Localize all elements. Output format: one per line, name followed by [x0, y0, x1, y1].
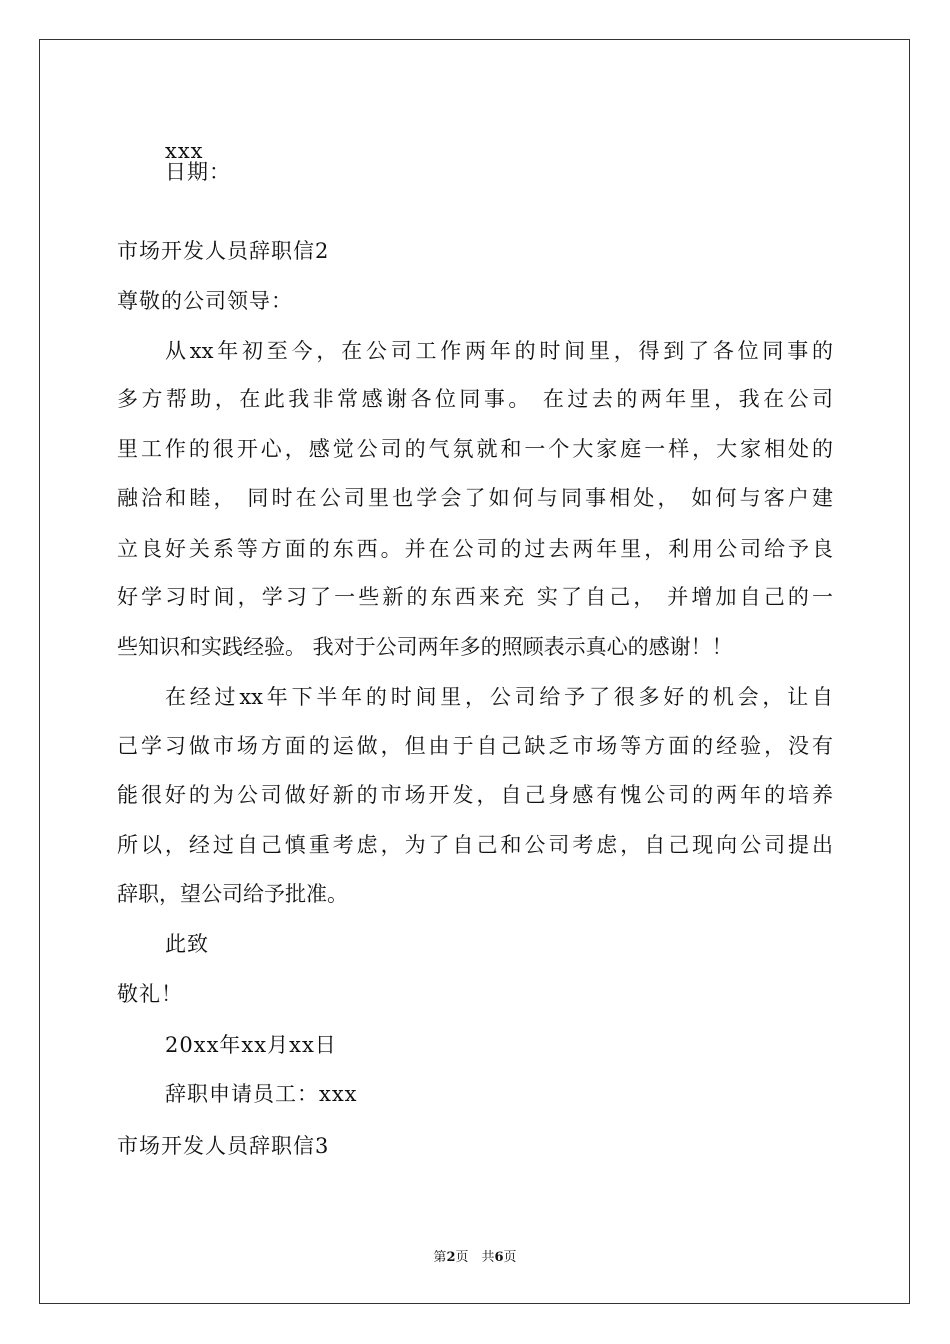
- paragraph-line: 己学习做市场方面的运做，但由于自己缺乏市场等方面的经验，没有: [117, 734, 833, 758]
- letter-date: 20xx年xx月xx日: [165, 1033, 337, 1057]
- paragraph-line: 立良好关系等方面的东西。并在公司的过去两年里，利用公司给予良: [117, 537, 833, 561]
- footer-suffix: 页: [503, 1250, 517, 1265]
- paragraph-line: 里工作的很开心，感觉公司的气氛就和一个大家庭一样，大家相处的: [117, 437, 833, 461]
- signer-name: xxx: [165, 139, 204, 163]
- closing-regards: 敬礼！: [117, 982, 183, 1006]
- paragraph-line: 能很好的为公司做好新的市场开发，自己身感有愧公司的两年的培养: [117, 783, 833, 807]
- paragraph-line: 融洽和睦， 同时在公司里也学会了如何与同事相处， 如何与客户建: [117, 486, 833, 510]
- paragraph-line: 多方帮助，在此我非常感谢各位同事。 在过去的两年里，我在公司: [117, 387, 833, 411]
- letter-title: 市场开发人员辞职信2: [117, 239, 330, 263]
- signature: 辞职申请员工：xxx: [165, 1082, 358, 1106]
- paragraph-line: 好学习时间，学习了一些新的东西来充 实了自己， 并增加自己的一: [117, 585, 833, 609]
- page-border: [39, 39, 910, 1304]
- paragraph-line: 在经过xx年下半年的时间里，公司给予了很多好的机会，让自: [165, 685, 833, 709]
- paragraph-line: 辞职，望公司给予批准。: [117, 882, 348, 906]
- footer-mid: 页 共: [455, 1250, 495, 1265]
- paragraph-line: 从xx年初至今，在公司工作两年的时间里，得到了各位同事的: [165, 339, 833, 363]
- date-label: 日期：: [165, 160, 231, 184]
- page-current: 2: [446, 1250, 456, 1265]
- salutation: 尊敬的公司领导：: [117, 289, 293, 313]
- next-letter-title: 市场开发人员辞职信3: [117, 1134, 330, 1158]
- footer-prefix: 第: [433, 1250, 447, 1265]
- page-total: 6: [494, 1250, 504, 1265]
- paragraph-line: 所以，经过自己慎重考虑，为了自己和公司考虑，自己现向公司提出: [117, 833, 833, 857]
- page-footer: [0, 1250, 950, 1266]
- closing-line: 此致: [165, 932, 209, 956]
- paragraph-line: 些知识和实践经验。 我对于公司两年多的照顾表示真心的感谢！！: [117, 635, 733, 659]
